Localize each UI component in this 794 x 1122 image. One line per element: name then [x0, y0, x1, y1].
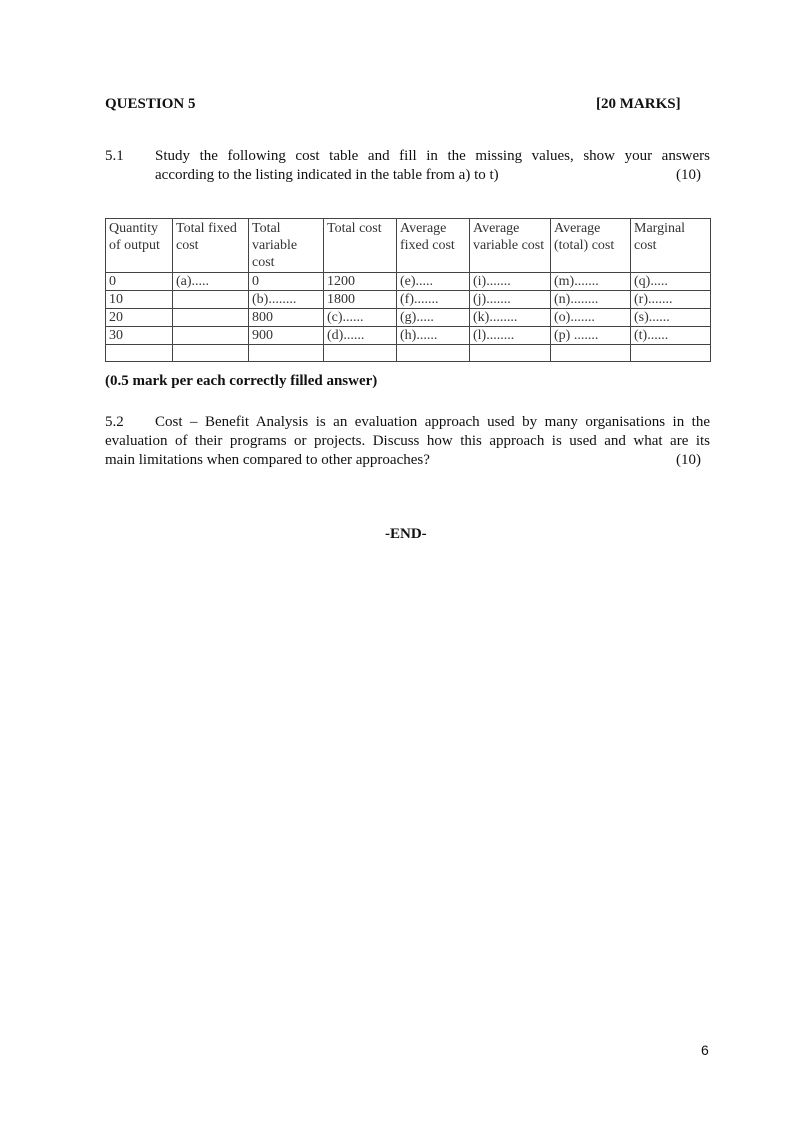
q52-line2: evaluation of their programs or projects. Discuss how this approach is used and what are its — [105, 433, 710, 449]
question-marks: [20 MARKS] — [596, 96, 681, 112]
table-cell: (q)..... — [631, 273, 711, 291]
table-cell: (n)........ — [551, 291, 631, 309]
header-cell: Quantity of output — [106, 219, 173, 273]
table-cell: 30 — [106, 327, 173, 345]
table-cell — [173, 345, 249, 362]
table-cell: (i)....... — [470, 273, 551, 291]
table-cell: (l)........ — [470, 327, 551, 345]
table-cell: (d)...... — [324, 327, 397, 345]
q52-line1: Cost – Benefit Analysis is an evaluation approach used by many organisations in the — [155, 414, 710, 430]
table-cell: (p) ....... — [551, 327, 631, 345]
header-cell: Total variable cost — [249, 219, 324, 273]
table-cell — [397, 345, 470, 362]
table-row — [106, 291, 711, 309]
table-row — [106, 345, 711, 362]
table-cell: 0 — [249, 273, 324, 291]
header-cell: Average (total) cost — [551, 219, 631, 273]
end-marker: -END- — [385, 526, 427, 542]
table-cell: (b)........ — [249, 291, 324, 309]
table-cell — [173, 309, 249, 327]
table-cell: (s)...... — [631, 309, 711, 327]
q51-number: 5.1 — [105, 148, 124, 164]
q51-line2: according to the listing indicated in the table from a) to t) — [155, 167, 499, 183]
header-cell: Average variable cost — [470, 219, 551, 273]
table-cell: (o)....... — [551, 309, 631, 327]
table-cell — [106, 345, 173, 362]
table-cell: (j)....... — [470, 291, 551, 309]
table-cell — [551, 345, 631, 362]
table-cell — [249, 345, 324, 362]
cost-table — [105, 218, 711, 362]
header-cell: Marginal cost — [631, 219, 711, 273]
table-note: (0.5 mark per each correctly filled answer) — [105, 373, 378, 389]
table-cell: 900 — [249, 327, 324, 345]
table-cell: (h)...... — [397, 327, 470, 345]
table-cell: (c)...... — [324, 309, 397, 327]
table-cell: (g)..... — [397, 309, 470, 327]
table-cell: (f)....... — [397, 291, 470, 309]
q51-marks: (10) — [676, 167, 701, 183]
table-header-row — [106, 219, 711, 273]
header-cell: Average fixed cost — [397, 219, 470, 273]
table-cell: 10 — [106, 291, 173, 309]
q52-number: 5.2 — [105, 414, 124, 430]
table-cell: 1800 — [324, 291, 397, 309]
table-cell: (e)..... — [397, 273, 470, 291]
table-row — [106, 309, 711, 327]
header-cell: Total fixed cost — [173, 219, 249, 273]
question-title: QUESTION 5 — [105, 96, 196, 112]
table-cell: 1200 — [324, 273, 397, 291]
table-cell: (k)........ — [470, 309, 551, 327]
table-cell: 800 — [249, 309, 324, 327]
table-cell — [631, 345, 711, 362]
page-number: 6 — [701, 1042, 709, 1058]
q52-marks: (10) — [676, 452, 701, 468]
table-cell: (m)....... — [551, 273, 631, 291]
table-row — [106, 273, 711, 291]
header-cell: Total cost — [324, 219, 397, 273]
q52-line3: main limitations when compared to other approaches? — [105, 452, 430, 468]
table-cell: (r)....... — [631, 291, 711, 309]
table-cell: 20 — [106, 309, 173, 327]
table-cell — [173, 291, 249, 309]
table-cell: (t)...... — [631, 327, 711, 345]
table-row — [106, 327, 711, 345]
table-cell — [324, 345, 397, 362]
q51-line1: Study the following cost table and fill in the missing values, show your answers — [155, 148, 710, 164]
table-cell: (a)..... — [173, 273, 249, 291]
table-cell — [470, 345, 551, 362]
table-cell: 0 — [106, 273, 173, 291]
table-cell — [173, 327, 249, 345]
